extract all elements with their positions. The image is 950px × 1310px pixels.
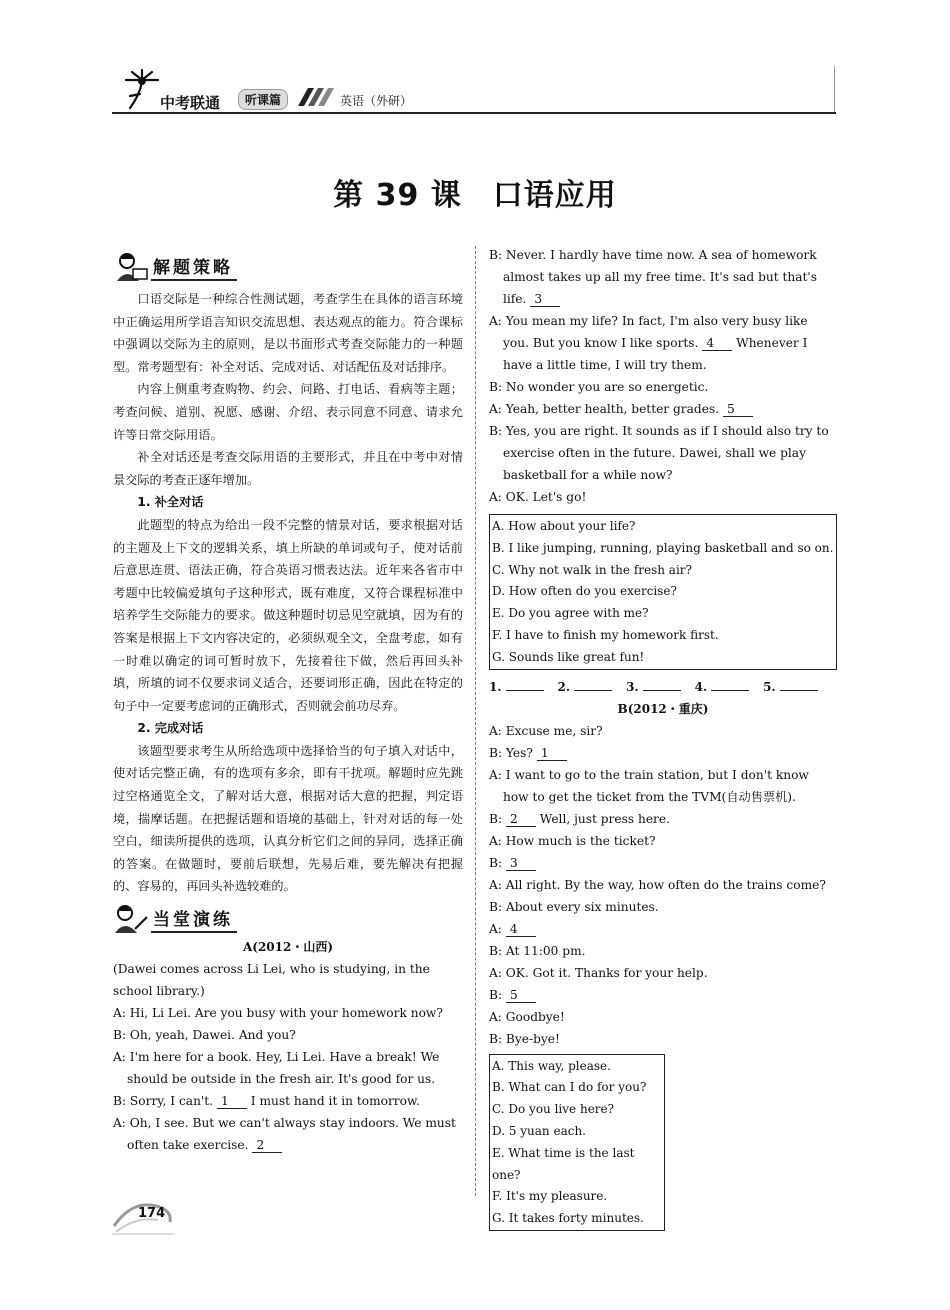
dialogue-text: A: Goodbye! [489,1009,565,1024]
blank-number[interactable]: 5 [506,988,536,1003]
answer-slot: 4. [695,676,750,698]
option-item: D. 5 yuan each. [492,1123,586,1138]
option-item: F. It's my pleasure. [492,1189,608,1204]
dialogue-text: A: OK. Got it. Thanks for your help. [489,965,708,980]
option-item: G. It takes forty minutes. [492,1211,644,1226]
dialogue-line [489,852,837,874]
part-a-dialogue [113,1002,463,1156]
part-a-options-box [489,514,837,670]
dialogue-line [489,1028,837,1050]
part-a-source: A(2012・山西) [242,940,334,955]
part-a-dialogue-continued [489,244,837,508]
option-item: A. How about your life? [492,519,636,533]
blank-number[interactable]: 2 [506,812,536,827]
dialogue-line [489,376,837,398]
dialogue-line [113,1024,463,1046]
dialogue-text: B: [489,987,506,1002]
dialogue-line [489,984,837,1006]
strategy-paragraph: 补全对话还是考查交际用语的主要形式，并且在中考中对情景交际的考查正逐年增加。 [113,450,463,487]
strategy-section-header [113,250,463,284]
subheading-finish-dialogue: 2. 完成对话 [137,721,204,736]
dialogue-text: A: All right. By the way, how often do the trains come? [489,877,826,892]
dialogue-text: A: How much is the ticket? [489,833,656,848]
dialogue-text: A: [489,921,506,936]
dialogue-line [489,764,837,808]
part-b-source: B(2012・重庆) [617,701,709,716]
dialogue-line [489,486,837,508]
dialogue-text: Whenever I have a little time, I will try them. [503,336,808,372]
dialogue-text: I must hand it in tomorrow. [246,1094,420,1109]
header-side-rule [834,66,835,112]
answer-slot: 1. [489,676,544,698]
option-item: G. Sounds like great fun! [492,649,645,664]
header-subject: 英语（外研） [340,94,413,108]
answer-blank[interactable] [711,678,749,691]
left-column [113,250,463,1156]
dialogue-text: A: I'm here for a book. Hey, Li Lei. Have a break! We should be outside in the fresh air. It's good for us. [113,1050,440,1087]
dialogue-text: B: Never. I hardly have time now. A sea of homework almost takes up all my free time. It's sad but that's life. [489,248,818,306]
answer-blank[interactable] [643,678,681,691]
blank-number[interactable]: 3 [530,292,560,307]
option-item: F. I have to finish my homework first. [492,627,719,642]
dialogue-line [489,808,837,830]
answer-slot: 5. [763,676,818,698]
practice-heading: 当堂演练 [151,905,237,933]
dialogue-line [489,918,837,940]
strategy-paragraph: 内容上侧重考查购物、约会、问路、打电话、看病等主题；考查问候、道别、祝愿、感谢、介绍、表示同意不同意、请求允许等日常交际用语。 [113,382,463,442]
part-b-options-box [489,1054,665,1231]
header-rule [112,112,836,114]
dialogue-text: A: Oh, I see. But we can't always stay indoors. We must often take exercise. [113,1116,456,1153]
dialogue-line [489,896,837,918]
slash-decoration-icon [298,88,334,106]
dialogue-text: B: [489,811,506,826]
dialogue-line [113,1090,463,1112]
dialogue-line [489,874,837,896]
dialogue-line [489,742,837,764]
dialogue-text: A: You mean my life? In fact, I'm also very busy like you. But you know I like sports. [489,314,808,350]
answer-slot: 2. [558,676,613,698]
column-divider [475,246,476,1196]
subheading-complete-dialogue: 1. 补全对话 [137,495,204,510]
dialogue-line [489,962,837,984]
answer-blanks-row [489,676,837,698]
answer-blank[interactable] [506,678,544,691]
dialogue-text: B: Yes? [489,745,537,760]
answer-slot: 3. [626,676,681,698]
dialogue-text: Well, just press here. [535,811,670,826]
dialogue-text: A: Hi, Li Lei. Are you busy with your homework now? [113,1006,443,1021]
option-item: E. What time is the last one? [492,1145,635,1182]
dialogue-line [489,720,837,742]
dialogue-text: B: [489,855,506,870]
paragraph-finish-dialogue: 该题型要求考生从所给选项中选择恰当的句子填入对话中，使对话完整正确，有的选项有多余，即有干扰项。解题时应先跳过空格通览全文，了解对话大意，根据对话大意的把握，判定语境，揣摩话题。在把握话题和语境的基础上，针对对话的每一处空白，细读所提供的选项，认真分析它们之间的异同，选择正确的答案。在做题时，要前后联想，先易后难，要先解决有把握的、容易的，再回头补选较难的。 [113,743,463,894]
blank-number[interactable]: 1 [537,746,567,761]
dialogue-line [489,310,837,376]
option-item: A. This way, please. [492,1058,611,1073]
dialogue-text: B: At 11:00 pm. [489,943,586,958]
answer-blank[interactable] [574,678,612,691]
student-reading-icon [113,251,149,283]
dialogue-text: A: Excuse me, sir? [489,723,603,738]
dialogue-text: A: OK. Let's go! [489,490,587,504]
dialogue-text: B: Yes, you are right. It sounds as if I should also try to exercise often in the future. Dawei, shall we play basketball for a while now? [489,424,829,482]
header-title: 中考联通 [160,94,221,112]
dialogue-text: B: Bye-bye! [489,1031,560,1046]
paragraph-complete-dialogue: 此题型的特点为给出一段不完整的情景对话，要求根据对话的主题及上下文的逻辑关系，填上所缺的单词或句子，使对话前后意思连贯、语法正确，符合英语习惯表达法。近年来各省市中考题中比较偏爱填句子这种形式，既有难度，又符合课程标准中培养学生交际能力的要求。做这种题时切忌见空就填，因为有的答案是根据上下文内容决定的，必须纵观全文，全盘考虑，如有一时难以确定的词可暂时放下，先接着往下做，然后再回头补填，所填的词不仅要求词义适合，还要词形正确，因此在特定的句子中一定要考虑词的正确形式，否则就会前功尽弃。 [113,517,463,713]
dialogue-line [489,940,837,962]
dialogue-line [489,1006,837,1028]
page-title: 第 39 课 口语应用 [333,178,617,213]
dialogue-text: A: Yeah, better health, better grades. [489,402,723,416]
option-item: C. Do you live here? [492,1102,615,1117]
option-item: B. What can I do for you? [492,1080,647,1095]
dialogue-line [489,244,837,310]
blank-number[interactable]: 1 [217,1094,247,1109]
dialogue-line [489,420,837,486]
dialogue-text: B: No wonder you are so energetic. [489,380,709,394]
strategy-heading: 解题策略 [151,253,237,281]
blank-number[interactable]: 2 [252,1138,282,1153]
option-item: C. Why not walk in the fresh air? [492,562,692,577]
student-writing-icon [113,903,149,935]
dialogue-text: A: I want to go to the train station, but I don't know how to get the ticket from the TVM(自动售票机). [489,767,809,804]
blank-number[interactable]: 4 [506,922,536,937]
blank-number[interactable]: 5 [723,402,753,417]
dialogue-line [489,830,837,852]
dialogue-line [113,1002,463,1024]
dialogue-text: B: Oh, yeah, Dawei. And you? [113,1028,296,1043]
page-number: 174 [138,1206,166,1221]
answer-blank[interactable] [780,678,818,691]
part-a-intro: (Dawei comes across Li Lei, who is studying, in the school library.) [113,962,430,999]
option-item: E. Do you agree with me? [492,606,649,621]
strategy-paragraph: 口语交际是一种综合性测试题，考查学生在具体的语言环境中正确运用所学语言知识交流思想、表达观点的能力。符合课标中强调以交际为主的原则，是以书面形式考查交际能力的一种题型。常考题型有：补全对话、完成对话、对话配伍及对话排序。 [113,292,463,374]
dialogue-text: B: Sorry, I can't. [113,1094,217,1109]
part-b-dialogue [489,720,837,1050]
dialogue-text: B: About every six minutes. [489,899,659,914]
option-item: B. I like jumping, running, playing basketball and so on. [492,540,834,555]
header-tag: 听课篇 [238,89,288,110]
sun-tree-logo-icon [118,66,166,110]
option-item: D. How often do you exercise? [492,584,677,599]
right-column [489,244,837,1231]
blank-number[interactable]: 3 [506,856,536,871]
practice-section-header [113,902,463,936]
dialogue-line [113,1046,463,1090]
blank-number[interactable]: 4 [702,336,732,351]
dialogue-line [489,398,837,420]
dialogue-line [113,1112,463,1156]
